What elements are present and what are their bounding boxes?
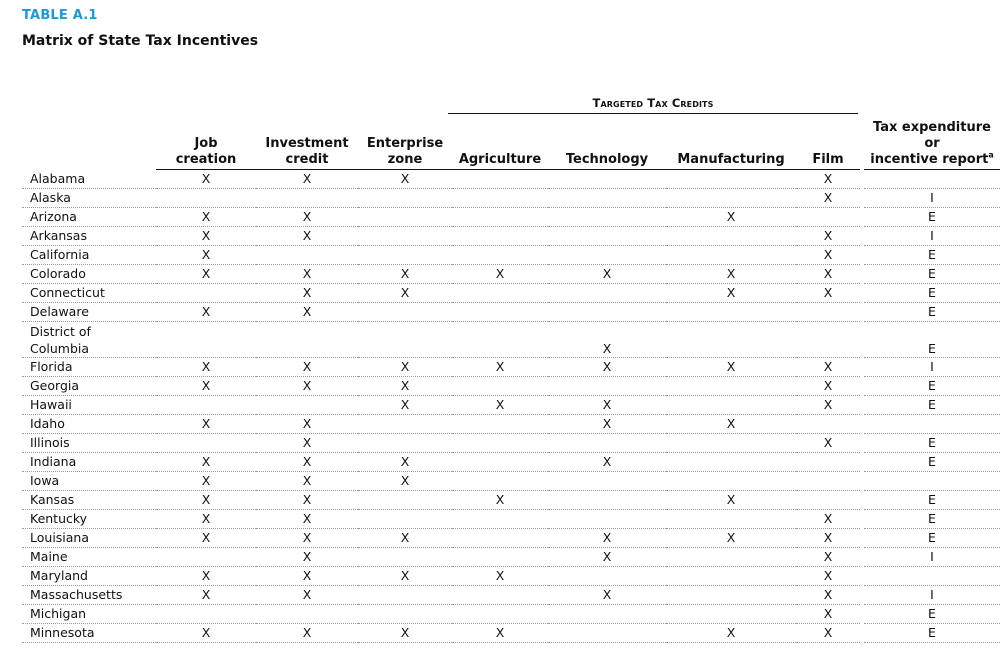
cell-tax: E xyxy=(864,434,1000,453)
state-name-cell: Maine xyxy=(22,548,156,567)
cell-agr xyxy=(452,529,548,548)
cell-job: X xyxy=(156,170,256,189)
cell-agr xyxy=(452,453,548,472)
cell-ent xyxy=(358,189,452,208)
cell-job: X xyxy=(156,265,256,284)
cell-tax xyxy=(864,415,1000,434)
table-label: TABLE A.1 xyxy=(22,8,98,23)
table-title: Matrix of State Tax Incentives xyxy=(22,33,259,49)
table-row xyxy=(22,567,1000,586)
cell-inv: X xyxy=(256,415,358,434)
table-body xyxy=(22,170,1000,643)
table-row xyxy=(22,284,1000,303)
cell-tech: X xyxy=(548,548,666,567)
cell-tech: X xyxy=(548,265,666,284)
state-name-cell: Maryland xyxy=(22,567,156,586)
cell-agr xyxy=(452,415,548,434)
table-row xyxy=(22,170,1000,189)
cell-ent: X xyxy=(358,358,452,377)
cell-ent: X xyxy=(358,377,452,396)
cell-agr xyxy=(452,322,548,358)
state-name-cell: Alabama xyxy=(22,170,156,189)
cell-tax: I xyxy=(864,189,1000,208)
cell-film xyxy=(796,415,860,434)
cell-tax: I xyxy=(864,227,1000,246)
group-header-rule xyxy=(448,113,858,114)
cell-job: X xyxy=(156,246,256,265)
cell-man: X xyxy=(666,208,796,227)
cell-inv: X xyxy=(256,529,358,548)
cell-tax: E xyxy=(864,453,1000,472)
cell-tax xyxy=(864,472,1000,491)
cell-job xyxy=(156,605,256,624)
cell-film: X xyxy=(796,567,860,586)
cell-tech xyxy=(548,189,666,208)
cell-film: X xyxy=(796,624,860,643)
cell-man xyxy=(666,605,796,624)
cell-man xyxy=(666,396,796,415)
table-row xyxy=(22,605,1000,624)
table-row xyxy=(22,624,1000,643)
cell-man xyxy=(666,453,796,472)
cell-inv: X xyxy=(256,303,358,322)
cell-job: X xyxy=(156,303,256,322)
cell-ent xyxy=(358,491,452,510)
table-row xyxy=(22,396,1000,415)
cell-man: X xyxy=(666,358,796,377)
cell-tax: E xyxy=(864,605,1000,624)
cell-ent: X xyxy=(358,472,452,491)
cell-tax: E xyxy=(864,491,1000,510)
cell-tech xyxy=(548,567,666,586)
cell-agr: X xyxy=(452,358,548,377)
state-name-cell: California xyxy=(22,246,156,265)
cell-film: X xyxy=(796,377,860,396)
state-name-line1: District of xyxy=(30,324,91,339)
cell-job: X xyxy=(156,377,256,396)
cell-inv xyxy=(256,396,358,415)
header-inv-line2: credit xyxy=(285,152,329,167)
cell-film: X xyxy=(796,358,860,377)
table-row xyxy=(22,189,1000,208)
cell-man xyxy=(666,510,796,529)
cell-tax: I xyxy=(864,358,1000,377)
cell-tech: X xyxy=(548,396,666,415)
header-ent-line1: Enterprise xyxy=(366,136,444,151)
cell-film: X xyxy=(796,396,860,415)
cell-inv: X xyxy=(256,208,358,227)
cell-film xyxy=(796,472,860,491)
header-row xyxy=(22,120,1000,170)
cell-tax: I xyxy=(864,548,1000,567)
cell-job xyxy=(156,189,256,208)
cell-ent xyxy=(358,208,452,227)
header-job-creation xyxy=(156,120,256,170)
cell-film: X xyxy=(796,284,860,303)
cell-man xyxy=(666,322,796,358)
cell-tax: E xyxy=(864,208,1000,227)
state-name-cell: Iowa xyxy=(22,472,156,491)
table-row xyxy=(22,377,1000,396)
table-row xyxy=(22,472,1000,491)
cell-film: X xyxy=(796,189,860,208)
header-job-line2: creation xyxy=(175,152,237,167)
cell-man: X xyxy=(666,491,796,510)
cell-film xyxy=(796,453,860,472)
cell-job: X xyxy=(156,624,256,643)
cell-man: X xyxy=(666,624,796,643)
cell-ent xyxy=(358,322,452,358)
cell-job: X xyxy=(156,227,256,246)
cell-man xyxy=(666,567,796,586)
cell-ent: X xyxy=(358,567,452,586)
cell-tax: E xyxy=(864,529,1000,548)
cell-ent xyxy=(358,434,452,453)
state-name-cell: Alaska xyxy=(22,189,156,208)
cell-inv: X xyxy=(256,434,358,453)
cell-tech: X xyxy=(548,453,666,472)
cell-tax: E xyxy=(864,265,1000,284)
cell-man: X xyxy=(666,529,796,548)
state-name-cell: Idaho xyxy=(22,415,156,434)
cell-film: X xyxy=(796,510,860,529)
cell-tech xyxy=(548,227,666,246)
cell-agr xyxy=(452,510,548,529)
state-tax-incentives-table xyxy=(22,120,1000,643)
cell-man xyxy=(666,227,796,246)
cell-ent xyxy=(358,586,452,605)
cell-inv: X xyxy=(256,284,358,303)
cell-agr xyxy=(452,227,548,246)
header-manufacturing: Manufacturing xyxy=(666,120,796,170)
table-row xyxy=(22,322,1000,358)
cell-ent xyxy=(358,415,452,434)
state-name-cell: Illinois xyxy=(22,434,156,453)
cell-film: X xyxy=(796,586,860,605)
cell-ent xyxy=(358,227,452,246)
cell-tax: I xyxy=(864,586,1000,605)
cell-ent: X xyxy=(358,624,452,643)
cell-inv: X xyxy=(256,170,358,189)
cell-tech xyxy=(548,284,666,303)
cell-inv: X xyxy=(256,510,358,529)
cell-agr xyxy=(452,246,548,265)
cell-inv: X xyxy=(256,548,358,567)
cell-film: X xyxy=(796,265,860,284)
cell-tax: E xyxy=(864,246,1000,265)
cell-job: X xyxy=(156,567,256,586)
header-tax-line2: incentive report xyxy=(870,152,989,167)
cell-agr xyxy=(452,303,548,322)
cell-tech xyxy=(548,510,666,529)
cell-ent: X xyxy=(358,529,452,548)
cell-agr xyxy=(452,434,548,453)
cell-tech xyxy=(548,491,666,510)
state-name-cell: Delaware xyxy=(22,303,156,322)
cell-agr: X xyxy=(452,491,548,510)
cell-man xyxy=(666,586,796,605)
cell-agr: X xyxy=(452,624,548,643)
cell-tax: E xyxy=(864,322,1000,358)
cell-inv: X xyxy=(256,227,358,246)
cell-job xyxy=(156,548,256,567)
cell-tax: E xyxy=(864,510,1000,529)
cell-man xyxy=(666,548,796,567)
table-row xyxy=(22,453,1000,472)
cell-tech xyxy=(548,434,666,453)
cell-job: X xyxy=(156,453,256,472)
table-row xyxy=(22,265,1000,284)
cell-film xyxy=(796,303,860,322)
cell-film: X xyxy=(796,605,860,624)
cell-job: X xyxy=(156,510,256,529)
table-row xyxy=(22,491,1000,510)
cell-tech xyxy=(548,472,666,491)
state-name-cell: Hawaii xyxy=(22,396,156,415)
state-name-cell: Connecticut xyxy=(22,284,156,303)
cell-tax: E xyxy=(864,377,1000,396)
cell-agr: X xyxy=(452,396,548,415)
cell-man xyxy=(666,170,796,189)
cell-ent: X xyxy=(358,170,452,189)
cell-job xyxy=(156,322,256,358)
cell-agr xyxy=(452,472,548,491)
cell-job: X xyxy=(156,208,256,227)
cell-inv: X xyxy=(256,358,358,377)
state-name-cell: Colorado xyxy=(22,265,156,284)
cell-film xyxy=(796,491,860,510)
header-agriculture: Agriculture xyxy=(452,120,548,170)
state-name-cell: Arkansas xyxy=(22,227,156,246)
table-row xyxy=(22,227,1000,246)
cell-man xyxy=(666,189,796,208)
cell-job xyxy=(156,396,256,415)
header-tax-expenditure xyxy=(864,120,1000,170)
state-name-cell: Kansas xyxy=(22,491,156,510)
cell-man xyxy=(666,246,796,265)
cell-tech xyxy=(548,605,666,624)
footnote-marker: a xyxy=(988,150,994,160)
cell-tech xyxy=(548,303,666,322)
header-technology: Technology xyxy=(548,120,666,170)
cell-film: X xyxy=(796,227,860,246)
header-ent-line2: zone xyxy=(387,152,423,167)
cell-inv: X xyxy=(256,265,358,284)
cell-man xyxy=(666,434,796,453)
cell-tech xyxy=(548,377,666,396)
state-name-cell: Louisiana xyxy=(22,529,156,548)
cell-ent: X xyxy=(358,396,452,415)
header-tax-line1: Tax expenditure or xyxy=(873,120,991,151)
cell-man xyxy=(666,303,796,322)
header-job-line1: Job xyxy=(194,136,218,151)
table-row xyxy=(22,208,1000,227)
cell-job xyxy=(156,284,256,303)
state-name-line2: Columbia xyxy=(30,341,90,356)
cell-tech xyxy=(548,246,666,265)
cell-film: X xyxy=(796,529,860,548)
cell-ent xyxy=(358,548,452,567)
cell-agr xyxy=(452,586,548,605)
group-header-targeted-tax-credits: Targeted Tax Credits xyxy=(592,96,714,110)
cell-job: X xyxy=(156,472,256,491)
cell-ent xyxy=(358,605,452,624)
cell-agr xyxy=(452,284,548,303)
cell-ent: X xyxy=(358,453,452,472)
cell-inv: X xyxy=(256,377,358,396)
cell-film: X xyxy=(796,246,860,265)
cell-job: X xyxy=(156,491,256,510)
header-state xyxy=(22,120,156,170)
table-row xyxy=(22,510,1000,529)
cell-tax: E xyxy=(864,396,1000,415)
cell-tech: X xyxy=(548,322,666,358)
cell-inv xyxy=(256,322,358,358)
table-row xyxy=(22,548,1000,567)
cell-agr xyxy=(452,208,548,227)
cell-agr xyxy=(452,170,548,189)
table-row xyxy=(22,358,1000,377)
cell-inv xyxy=(256,605,358,624)
cell-job: X xyxy=(156,358,256,377)
cell-tax xyxy=(864,567,1000,586)
cell-tech xyxy=(548,624,666,643)
cell-tech xyxy=(548,208,666,227)
cell-job: X xyxy=(156,415,256,434)
cell-job xyxy=(156,434,256,453)
cell-film xyxy=(796,322,860,358)
cell-tax: E xyxy=(864,624,1000,643)
cell-inv: X xyxy=(256,624,358,643)
cell-tech: X xyxy=(548,415,666,434)
cell-tech: X xyxy=(548,586,666,605)
state-name-cell: Kentucky xyxy=(22,510,156,529)
cell-film xyxy=(796,208,860,227)
cell-ent xyxy=(358,303,452,322)
cell-job: X xyxy=(156,586,256,605)
table-row xyxy=(22,529,1000,548)
cell-film: X xyxy=(796,434,860,453)
cell-inv: X xyxy=(256,491,358,510)
cell-inv: X xyxy=(256,586,358,605)
cell-man xyxy=(666,377,796,396)
cell-ent: X xyxy=(358,265,452,284)
cell-inv xyxy=(256,189,358,208)
table-row xyxy=(22,303,1000,322)
cell-tax: E xyxy=(864,303,1000,322)
cell-tech xyxy=(548,170,666,189)
cell-inv xyxy=(256,246,358,265)
cell-film: X xyxy=(796,170,860,189)
cell-man: X xyxy=(666,265,796,284)
cell-man: X xyxy=(666,415,796,434)
cell-man xyxy=(666,472,796,491)
header-investment-credit xyxy=(256,120,358,170)
cell-inv: X xyxy=(256,453,358,472)
table-row xyxy=(22,586,1000,605)
cell-ent: X xyxy=(358,284,452,303)
cell-agr xyxy=(452,548,548,567)
cell-agr xyxy=(452,377,548,396)
state-name-cell: Minnesota xyxy=(22,624,156,643)
cell-tech: X xyxy=(548,358,666,377)
state-name-cell: Michigan xyxy=(22,605,156,624)
cell-film: X xyxy=(796,548,860,567)
state-name-cell xyxy=(22,322,156,358)
cell-tax: E xyxy=(864,284,1000,303)
table-row xyxy=(22,434,1000,453)
cell-ent xyxy=(358,246,452,265)
header-film: Film xyxy=(796,120,860,170)
state-name-cell: Indiana xyxy=(22,453,156,472)
cell-tax xyxy=(864,170,1000,189)
cell-agr xyxy=(452,605,548,624)
state-name-cell: Massachusetts xyxy=(22,586,156,605)
cell-agr: X xyxy=(452,265,548,284)
cell-inv: X xyxy=(256,567,358,586)
cell-agr xyxy=(452,189,548,208)
cell-tech: X xyxy=(548,529,666,548)
header-enterprise-zone xyxy=(358,120,452,170)
state-name-cell: Arizona xyxy=(22,208,156,227)
state-name-cell: Georgia xyxy=(22,377,156,396)
header-inv-line1: Investment xyxy=(265,136,349,151)
cell-ent xyxy=(358,510,452,529)
cell-job: X xyxy=(156,529,256,548)
cell-man: X xyxy=(666,284,796,303)
table-row xyxy=(22,415,1000,434)
table-row xyxy=(22,246,1000,265)
cell-inv: X xyxy=(256,472,358,491)
cell-agr: X xyxy=(452,567,548,586)
state-name-cell: Florida xyxy=(22,358,156,377)
